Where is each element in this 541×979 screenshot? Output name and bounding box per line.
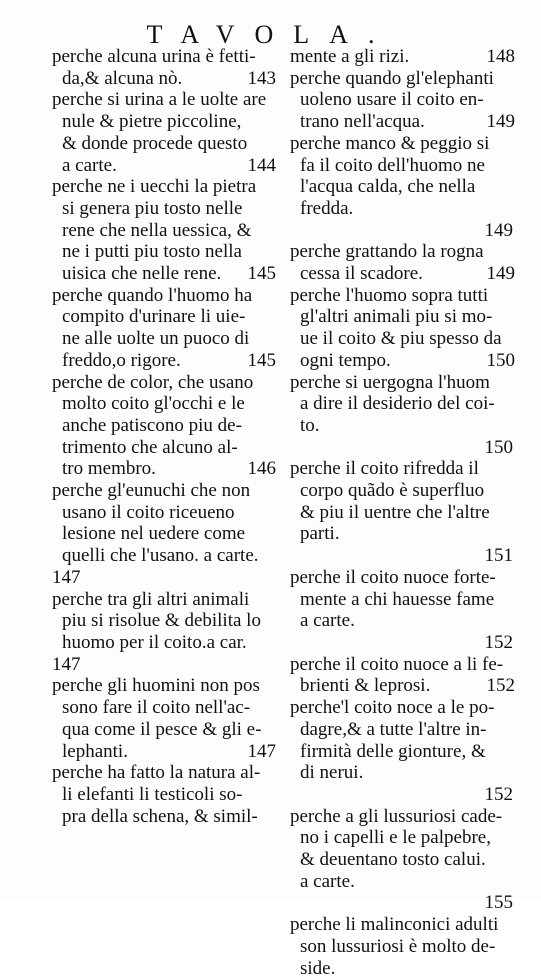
index-entry [290,697,515,806]
entry-line: compito d'urinare li uie- [62,306,246,328]
entry-line: a carte. [300,870,355,892]
entry-line: perche ne i uecchi la pietra [52,176,257,198]
index-entry [52,89,276,176]
entry-line: a carte. [300,610,355,632]
entry-line: & piu il uentre che l'altre [300,501,490,523]
index-entry [290,372,515,459]
entry-line: ne i putti piu tosto nella [62,241,242,263]
entry-line: perche il coito rifredda il [290,458,479,480]
entry-line: perche gl'eunuchi che non [52,480,251,502]
index-entry [290,806,515,915]
entry-line: uoleno usare il coito en- [300,89,484,111]
index-entry [290,285,515,372]
entry-text: trano nell'acqua. [300,111,425,133]
entry-line: perche a gli lussuriosi cade- [290,805,503,827]
entry-line: huomo per il coito.a car. [62,631,247,653]
page-reference: 147 [52,566,81,588]
entry-line [52,263,276,285]
entry-line: li elefanti li testicoli so- [62,783,243,805]
entry-line: mente a chi hauesse fame [300,588,495,610]
entry-line: gl'altri animali piu si mo- [300,306,493,328]
entry-line [290,46,515,68]
page-reference: 150 [484,436,513,458]
page-reference: 146 [247,458,276,480]
entry-line: perche manco & peggio si [290,132,490,154]
entry-line: perche tra gli altri animali [52,588,250,610]
entry-text: mente a gli rizi. [290,46,410,67]
page-reference: 145 [247,263,276,285]
entry-line: molto coito gl'occhi e le [62,393,245,415]
entry-line: parti. [300,523,340,545]
index-entry [290,458,515,567]
entry-line: pra della schena, & simil- [62,805,258,827]
entry-line: l'acqua calda, che nella [300,176,476,198]
index-entry [52,589,276,676]
entry-text: uisica che nelle rene. [62,263,222,285]
entry-line [290,675,515,697]
left-column [52,46,276,827]
entry-line: perche gli huomini non pos [52,675,260,697]
entry-line [290,111,515,133]
entry-text: da,& alcuna nò. [62,67,183,89]
entry-text: ogni tempo. [300,349,391,371]
page-reference: 149 [486,111,515,133]
entry-line: quelli che l'usano. a carte. [62,545,259,567]
index-entry [290,68,515,133]
entry-line: anche patiscono piu de- [62,414,242,436]
page-reference: 150 [486,349,515,371]
page-reference: 147 [52,653,81,675]
entry-line: & deuentano tosto calui. [300,849,486,871]
entry-line [52,741,276,763]
entry-line: corpo quãdo è superfluo [300,480,485,502]
page-reference: 152 [484,631,513,653]
entry-line: perche alcuna urina è fetti- [52,46,256,67]
index-entry [290,567,515,654]
page-reference: 151 [484,545,513,567]
entry-text: tro membro. [62,458,156,480]
entry-line: trimento che alcuno al- [62,436,238,458]
right-column [290,46,515,979]
entry-line: perche'l coito noce a le po- [290,697,495,719]
index-entry [52,176,276,285]
entry-line: perche l'huomo sopra tutti [290,284,489,306]
page-reference: 149 [486,263,515,285]
entry-line: rene che nella uessica, & [62,219,252,241]
index-entry [290,241,515,284]
entry-line: side. [300,957,336,979]
page-reference: 155 [484,892,513,914]
entry-line: ue il coito & piu spesso da [300,328,502,350]
entry-line: dagre,& a tutte l'altre in- [300,718,487,740]
entry-line: nule & pietre piccoline, [62,111,242,133]
entry-line: to. [300,414,320,436]
entry-line [290,350,515,372]
index-entry [52,285,276,372]
entry-line: lesione nel uedere come [62,523,246,545]
entry-line [52,350,276,372]
entry-line: no i capelli e le palpebre, [300,827,491,849]
entry-line: perche grattando la rogna [290,241,484,263]
entry-line: son lussuriosi è molto de- [300,935,496,957]
entry-line: & donde procede questo [62,132,248,154]
entry-line: fredda. [300,197,354,219]
entry-line: perche li malinconici adulti [290,914,499,936]
entry-line: firmità delle gionture, & [300,740,486,762]
entry-line: di nerui. [300,762,364,784]
entry-line [52,155,276,177]
index-entry [52,372,276,481]
page-reference: 152 [486,675,515,697]
page-reference: 144 [247,154,276,176]
entry-line: perche il coito nuoce forte- [290,566,496,588]
page-title: TAVOLA. [146,20,395,49]
entry-line: usano il coito riceueno [62,501,235,523]
entry-line: sono fare il coito nell'ac- [62,697,251,719]
entry-line: perche ha fatto la natura al- [52,762,261,784]
entry-line: piu si risolue & debilita lo [62,610,261,632]
entry-line: qua come il pesce & gli e- [62,718,262,740]
entry-line: a dire il desiderio del coi- [300,393,495,415]
entry-text: a carte. [62,154,117,176]
entry-line [52,68,276,90]
page-reference: 149 [484,219,513,241]
page-reference: 147 [247,740,276,762]
entry-line: perche quando l'huomo ha [52,284,253,306]
page-reference: 145 [247,349,276,371]
entry-line: fa il coito dell'huomo ne [300,154,485,176]
index-entry [290,46,515,68]
index-entry [52,762,276,827]
index-entry [52,46,276,89]
entry-text: freddo,o rigore. [62,349,181,371]
entry-line: perche si urina a le uolte are [52,89,267,111]
index-entry [290,914,515,979]
entry-text: brienti & leprosi. [300,675,431,697]
page-reference: 152 [484,783,513,805]
entry-line: perche il coito nuoce a li fe- [290,653,504,675]
entry-line [52,458,276,480]
index-entry [52,480,276,589]
entry-line: ne alle uolte un puoco di [62,328,250,350]
index-entry [52,675,276,762]
entry-line: si genera piu tosto nelle [62,197,243,219]
entry-text: cessa il scadore. [300,263,423,285]
index-entry [290,654,515,697]
entry-text: lephanti. [62,740,128,762]
entry-line [290,263,515,285]
entry-line: perche de color, che usano [52,371,254,393]
entry-line: perche quando gl'elephanti [290,67,494,89]
index-entry [290,133,515,242]
page-reference: 148 [486,46,515,67]
entry-line: perche si uergogna l'huom [290,371,490,393]
page-reference: 143 [247,67,276,89]
